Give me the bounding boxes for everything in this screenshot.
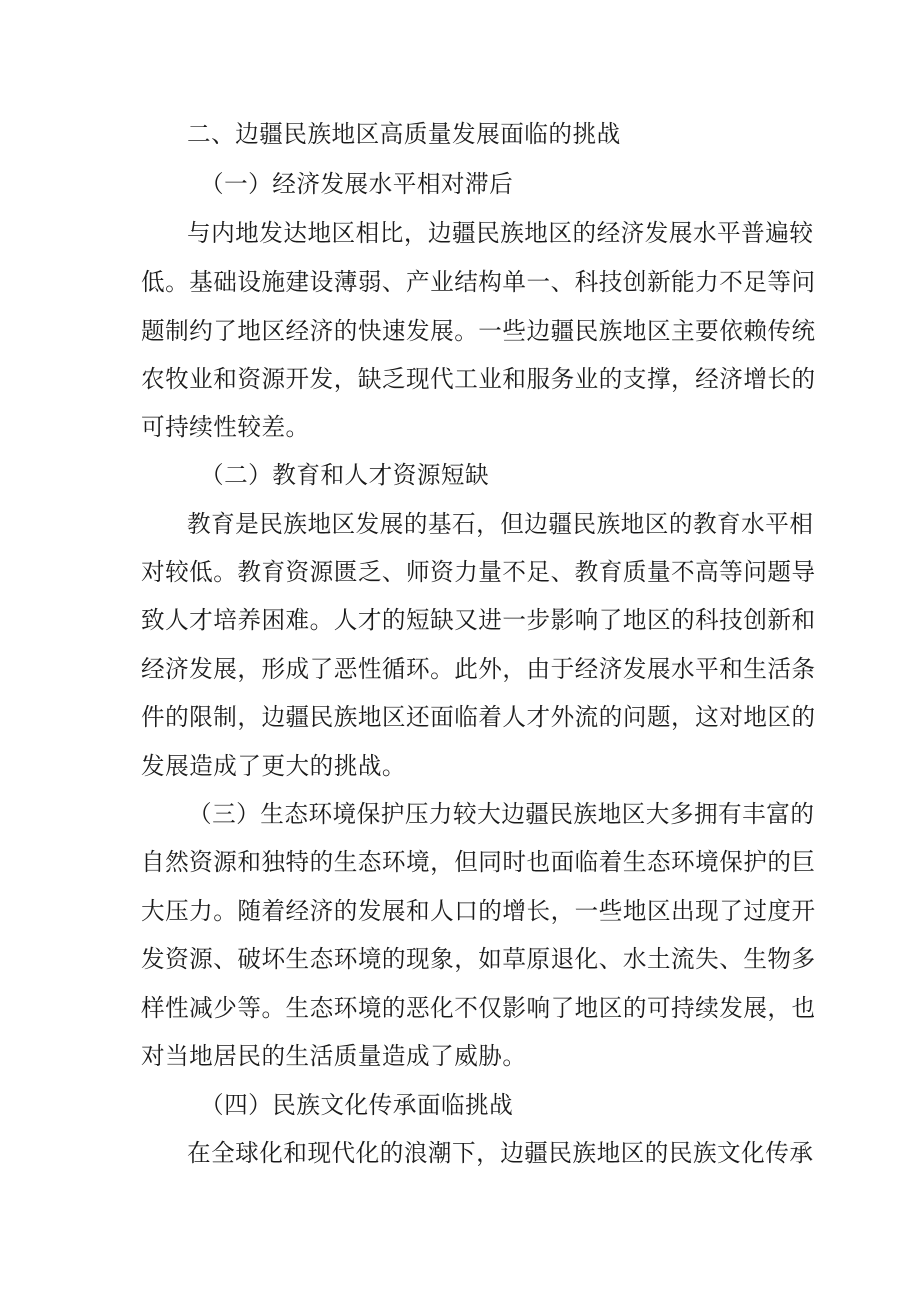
section-3-line-1: （三）生态环境保护压力较大边疆民族地区大多拥有丰富的 (188, 800, 815, 828)
section-1-line-2: 低。基础设施建设薄弱、产业结构单一、科技创新能力不足等问 (141, 268, 816, 296)
section-3-line-6: 对当地居民的生活质量造成了威胁。 (141, 1042, 527, 1070)
section-1-line-3: 题制约了地区经济的快速发展。一些边疆民族地区主要依赖传统 (141, 317, 816, 345)
section-3-line-5: 样性减少等。生态环境的恶化不仅影响了地区的可持续发展，也 (141, 994, 816, 1022)
section-3-line-3: 大压力。随着经济的发展和人口的增长，一些地区出现了过度开 (141, 897, 816, 925)
section-4-line-1: 在全球化和现代化的浪潮下，边疆民族地区的民族文化传承 (187, 1139, 814, 1167)
section-1-line-4: 农牧业和资源开发，缺乏现代工业和服务业的支撑，经济增长的 (141, 365, 816, 393)
section-1-line-1: 与内地发达地区相比，边疆民族地区的经济发展水平普遍较 (187, 219, 814, 247)
section-1-line-5: 可持续性较差。 (141, 413, 310, 441)
section-3-line-4: 发资源、破坏生态环境的现象，如草原退化、水土流失、生物多 (141, 945, 816, 973)
section-2-line-1: 教育是民族地区发展的基石，但边疆民族地区的教育水平相 (187, 510, 814, 538)
section-2-line-2: 对较低。教育资源匮乏、师资力量不足、教育质量不高等问题导 (141, 558, 816, 586)
section-2-title: （二）教育和人才资源短缺 (200, 461, 490, 489)
section-3-line-2: 自然资源和独特的生态环境，但同时也面临着生态环境保护的巨 (141, 848, 816, 876)
document-heading: 二、边疆民族地区高质量发展面临的挑战 (187, 120, 621, 148)
section-2-line-4: 经济发展，形成了恶性循环。此外，由于经济发展水平和生活条 (141, 655, 816, 683)
section-2-line-5: 件的限制，边疆民族地区还面临着人才外流的问题，这对地区的 (141, 703, 816, 731)
section-2-line-3: 致人才培养困难。人才的短缺又进一步影响了地区的科技创新和 (141, 606, 816, 634)
section-1-title: （一）经济发展水平相对滞后 (200, 170, 514, 198)
section-2-line-6: 发展造成了更大的挑战。 (141, 752, 407, 780)
section-4-title: （四）民族文化传承面临挑战 (200, 1091, 514, 1119)
